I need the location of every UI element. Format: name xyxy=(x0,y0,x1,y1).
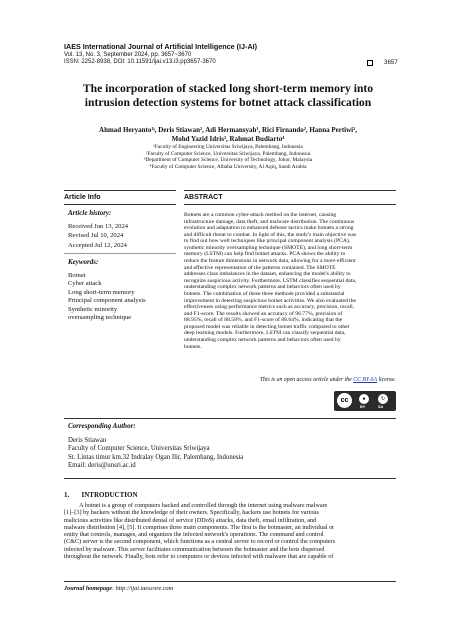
accepted-date: Accepted Jul 12, 2024 xyxy=(68,241,127,249)
abstract-line: addresses class imbalances in the dataset, enhancing the model's ability to xyxy=(184,271,351,278)
intro-line: entity that controls, manages, and organizes the infected network's operations. The command and control xyxy=(64,531,324,539)
abstract-body xyxy=(184,212,396,350)
article-info-heading: Article Info xyxy=(64,194,101,201)
abstract-line: effectiveness using performance metrics such as accuracy, precision, recall, xyxy=(184,304,355,311)
corresponding-faculty: Faculty of Computer Science, Universitas Sriwijaya xyxy=(68,445,210,453)
intro-line: infected by malware. This server facilitates communication between the botmaster and the bots dispersed xyxy=(64,545,325,553)
page-number: 3657 xyxy=(384,59,398,66)
abstract-line: deep learning models. Furthermore, LSTM can classify sequential data, xyxy=(184,330,346,337)
paper-title xyxy=(60,82,396,109)
affiliation: ¹Faculty of Engineering Universitas Sriwijaya, Palembang, Indonesia xyxy=(153,144,303,150)
affiliation: ⁴Faculty of Computer Science, Albaha University, Al Aqiq, Saudi Arabia xyxy=(149,163,307,170)
section-heading: 1. INTRODUCTION xyxy=(64,491,138,499)
history-label: Article history: xyxy=(68,209,112,217)
attribution-icon: ● xyxy=(359,394,369,404)
divider xyxy=(184,190,396,191)
journal-meta xyxy=(64,52,216,67)
intro-line: (C&C) server is the second component, which functions as a central server to record or control the computers xyxy=(64,538,336,546)
abstract-line: understanding complex network patterns and behaviors often used by xyxy=(184,284,341,291)
issn-line: ISSN: 2252-8938, DOI: 10.11591/ijai.v13.i3.pp3657-3670 xyxy=(64,59,216,66)
abstract-line: Botnets are a common cyber-attack method on the internet, causing xyxy=(184,212,337,218)
abstract-line: and effective representation of the patterns contained. The SMOTE xyxy=(184,264,336,271)
footer-divider xyxy=(64,581,396,582)
abstract-line: understanding complex network patterns and behaviors often used by xyxy=(184,336,341,343)
divider xyxy=(184,204,396,205)
author-line: Ahmad Heryanto¹ʲ, Deris Stiawan², Adi Hermansyah¹, Rici Firnando², Hanna Pertiwi², xyxy=(99,126,357,134)
keyword-list xyxy=(68,272,146,322)
keywords-label: Keywords: xyxy=(68,258,99,266)
homepage-url[interactable]: : http://ijai.iaescore.com xyxy=(111,585,174,592)
keyword: Cyber attack xyxy=(68,280,102,288)
homepage-label: Journal homepage xyxy=(64,585,112,592)
keyword: Principal component analysis xyxy=(68,297,146,305)
keyword: Synthetic minority xyxy=(68,305,118,313)
title-line: intrusion detection systems for botnet attack classification xyxy=(84,95,372,109)
cc-icon: cc xyxy=(337,393,352,408)
abstract-line: botnets. xyxy=(184,343,202,350)
page-box-icon xyxy=(367,60,373,66)
divider xyxy=(64,253,176,254)
abstract-line: and difficult threat to combat. In light of this, the study's main objective was xyxy=(184,231,357,238)
abstract-line: 88.95%, recall of 88.58%, and F1-score of 88.64%, indicating that the xyxy=(184,317,343,324)
volume-line: Vol. 13, No. 3, September 2024, pp. 3657~3670 xyxy=(64,52,192,58)
cc-license-badge[interactable] xyxy=(334,391,396,411)
corresponding-name: Deris Stiawan xyxy=(68,437,107,444)
by-label: BY xyxy=(360,405,366,409)
divider xyxy=(64,418,396,419)
intro-line: [1]–[3] by hackers without the knowledge of their owners. Specifically, hackers use botnets for various xyxy=(64,509,319,517)
intro-line: A botnet is a group of computers hacked and controlled through the internet using malware malware xyxy=(64,502,328,509)
author-line: Mohd Yazid Idris³, Rahmat Budiarto⁴ xyxy=(171,134,285,143)
intro-line: throughout the network. Finally, bots refer to computers or devices infected with malware that are capable of xyxy=(64,553,334,561)
divider xyxy=(64,478,396,479)
abstract-line: synthetic minority oversampling technique (SMOTE), and long short-term xyxy=(184,244,353,251)
abstract-line: reduce the feature dimensions in network data, allowing for a more efficient xyxy=(184,258,356,265)
journal-homepage xyxy=(64,585,173,592)
abstract-line: infrastructure damage, data theft, and malware distribution. The continuous xyxy=(184,218,355,225)
license-note xyxy=(200,377,396,383)
corresponding-details xyxy=(68,437,243,470)
journal-name: IAES International Journal of Artificial Intelligence (IJ-AI) xyxy=(64,42,258,51)
sa-label: SA xyxy=(378,405,384,409)
abstract-line: and F1-score. The results showed an accuracy of 96.77%, precision of xyxy=(184,310,343,317)
intro-line: malware distribution [4], [5]. It comprises three main components. The first is the botmaster, an individual or xyxy=(64,523,335,531)
title-line: The incorporation of stacked long short-term memory into xyxy=(82,82,374,95)
received-date: Received Jun 13, 2024 xyxy=(68,223,129,230)
article-history xyxy=(68,222,128,250)
author-list xyxy=(62,126,394,144)
divider xyxy=(64,204,176,205)
intro-line: malicious activities like distributed denial of service (DDoS) attacks, data theft, email infiltration, and xyxy=(64,516,317,524)
corresponding-email: Email: deris@unsri.ac.id xyxy=(68,461,136,469)
license-prefix: This is an open access article under the xyxy=(259,377,354,383)
keyword: Long short-term memory xyxy=(68,288,135,296)
abstract-line: improvement in detecting suspicious botnet activities. We also evaluated the xyxy=(184,297,357,304)
affiliation: ²Faculty of Computer Science, Universitas Sriwijaya, Palembang, Indonesia xyxy=(145,150,311,157)
intro-body xyxy=(64,502,396,560)
license-link[interactable]: CC BY-SA xyxy=(353,377,377,383)
abstract-line: recognize suspicious activity. Furthermore, LSTM classifies sequential data, xyxy=(184,277,357,284)
abstract-line: botnets. The combination of these three methods provided a substantial xyxy=(184,290,345,297)
revised-date: Revised Jul 10, 2024 xyxy=(68,232,124,240)
abstract-line: to find out how well techniques like principal component analysis (PCA), xyxy=(184,238,351,245)
affiliation-list xyxy=(62,144,394,170)
keyword: oversampling technique xyxy=(68,314,132,322)
divider xyxy=(64,190,176,191)
abstract-line: evolution and adaptation to enhanced defense tactics make botnets a strong xyxy=(184,225,354,232)
abstract-line: memory (LSTM) can help find botnet attacks. PCA shows the ability to xyxy=(184,251,346,258)
corresponding-address: St. Lintas timur km.32 Indralay Ogan Ilir, Palembang, Indonesia xyxy=(68,453,244,461)
share-alike-icon: ↻ xyxy=(378,394,388,404)
affiliation: ³Department of Computer Science, University of Technology, Johor, Malaysia xyxy=(143,157,313,163)
abstract-heading: ABSTRACT xyxy=(184,194,223,201)
keyword: Botnet xyxy=(68,272,86,279)
corresponding-label: Corresponding Author: xyxy=(68,422,136,430)
license-suffix: license. xyxy=(377,377,396,383)
abstract-line: proposed model was reliable in detecting botnet traffic compared to other xyxy=(184,323,350,330)
